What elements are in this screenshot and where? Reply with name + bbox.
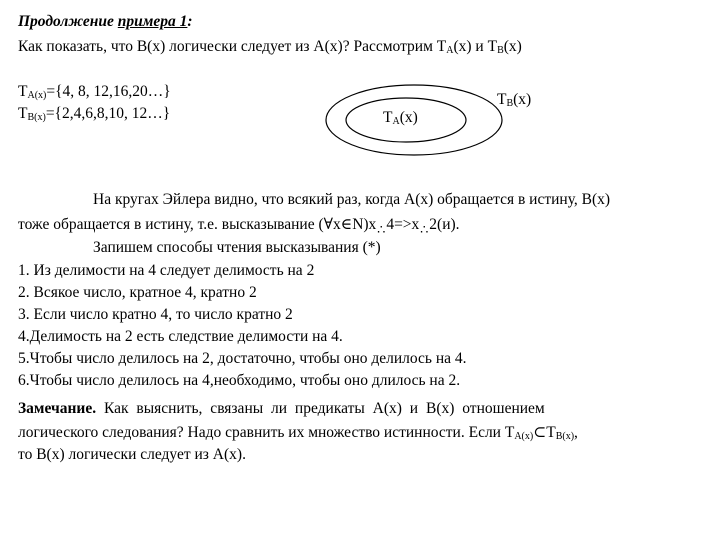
list-item: 5.Чтобы число делилось на 2, достаточно, чтобы оно делилось на 4. [18,350,467,367]
inner-sub: A [392,116,400,127]
outer-sub: B [506,98,514,109]
title-link: примера 1 [117,13,188,30]
question-sub-a: A [446,45,454,56]
set-ta-values: ={4, 8, 12,16,20…} [46,83,171,100]
set-tb-sub: B(x) [27,112,46,123]
title-colon: : [187,13,193,30]
question-text: Как показать, что B(x) логически следует из A(x)? Рассмотрим T [18,38,447,55]
paragraph-2: Запишем способы чтения высказывания (*) [93,239,381,256]
outer-circle-label [497,91,531,109]
subset-symbol: ⊂ [533,424,547,441]
remark-label: Замечание. [18,400,97,417]
list-item: 3. Если число кратно 4, то число кратно 2 [18,306,293,323]
list-item: 2. Всякое число, кратное 4, кратно 2 [18,284,257,301]
divides-symbol-2: ∴ [420,222,429,237]
outer-x: (x) [513,91,532,108]
inner-x: (x) [399,109,418,126]
inner-T: T [383,109,393,126]
remark-line-1 [18,400,545,418]
statement-start: тоже обращается в истину, т.е. высказывание (∀х∈N)х [18,216,377,233]
list-item: 4.Делимость на 2 есть следствие делимости на 4. [18,328,343,345]
remark-text-1: Как выяснить, связаны ли предикаты А(х) и В(х) отношением [96,400,545,417]
statement-end: 2(и). [429,216,460,233]
question-sub-b: B [497,45,504,56]
list-item: 6.Чтобы число делилось на 4,необходимо, чтобы оно длилось на 2. [18,372,461,389]
statement-mid: 4=>х [386,216,420,233]
remark-T: T [546,424,556,441]
question-mid: (x) и T [453,38,498,55]
divides-symbol: ∴ [377,222,386,237]
paragraph-1-line-1: На кругах Эйлера видно, что всякий раз, когда А(х) обращается в истину, В(х) [93,191,611,208]
list-item: 1. Из делимости на 4 следует делимость на 2 [18,262,315,279]
outer-T: T [497,91,507,108]
question-end: (x) [503,38,522,55]
remark-sub-a: A(x) [514,431,534,442]
remark-comma: , [574,424,578,441]
remark-line-2 [18,423,578,442]
title-prefix: Продолжение [18,13,118,30]
set-ta-T: T [18,83,28,100]
remark-sub-b: B(x) [555,431,575,442]
set-tb-values: ={2,4,6,8,10, 12…} [45,105,171,122]
set-tb-T: T [18,105,28,122]
remark-line-3: то В(х) логически следует из А(х). [18,446,246,463]
inner-circle-label [383,109,418,127]
remark-text-2: логического следования? Надо сравнить их множество истинности. Если T [18,424,515,441]
paragraph-1-line-2 [18,215,460,237]
set-ta-sub: A(x) [27,90,47,101]
